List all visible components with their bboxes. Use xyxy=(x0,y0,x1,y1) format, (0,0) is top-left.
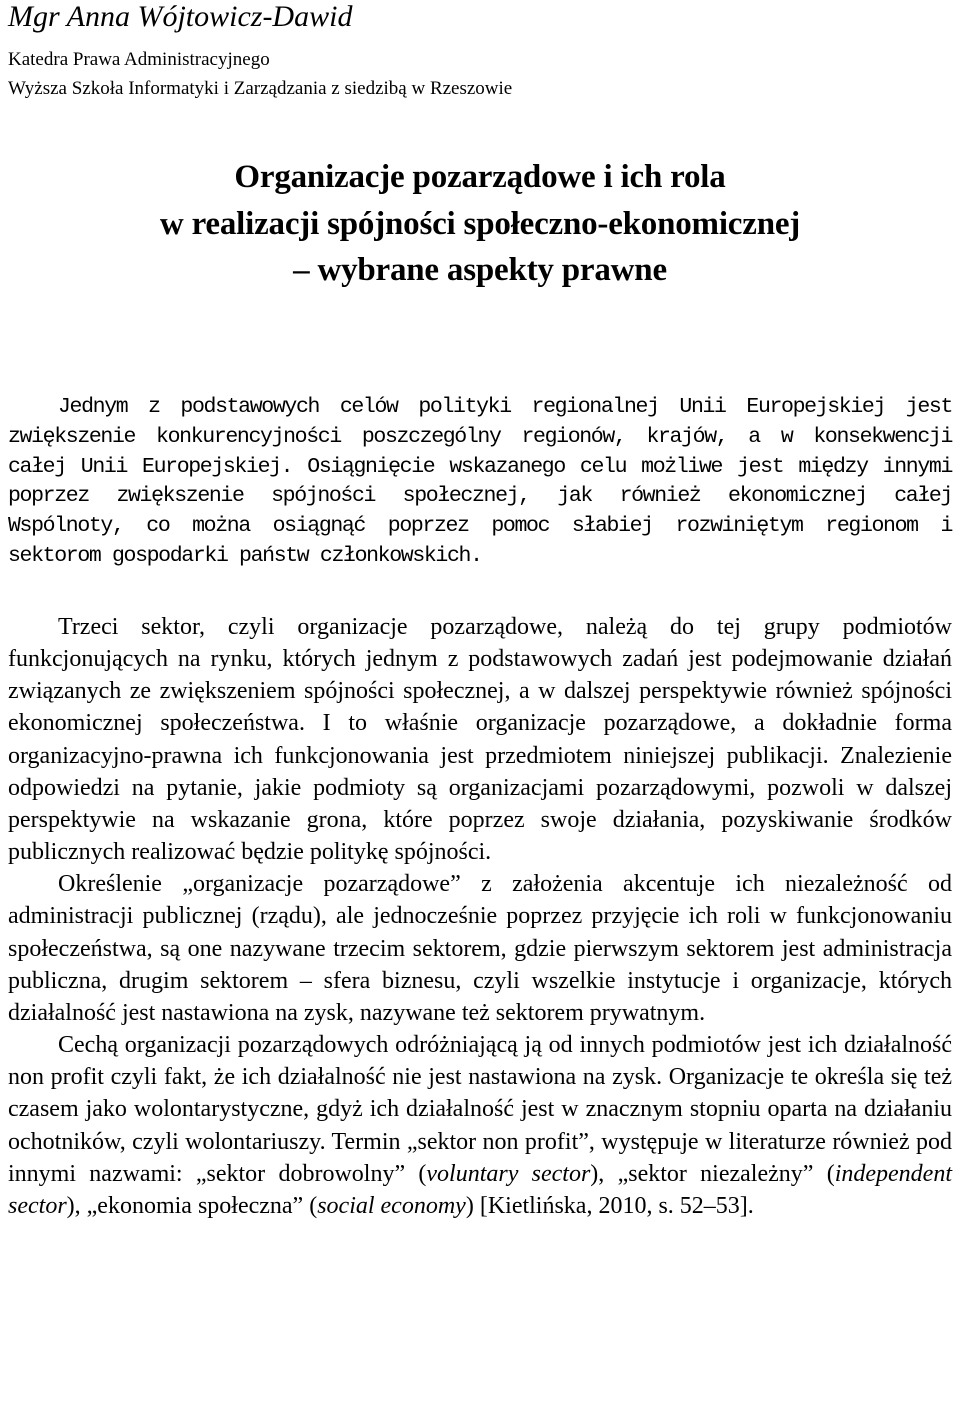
paragraph-3-text-2: ), „sektor niezależny” ( xyxy=(590,1160,835,1187)
author-name: Mgr Anna Wójtowicz-Dawid xyxy=(8,0,353,33)
paragraph-3-text-3: ), „ekonomia społeczna” ( xyxy=(66,1192,318,1219)
title-line-2: w realizacji spójności społeczno-ekonomicznej xyxy=(159,205,801,242)
title-line-1: Organizacje pozarządowe i ich rola xyxy=(234,159,726,195)
paragraph-2: Określenie „organizacje pozarządowe” z założenia akcentuje ich niezależność od administracji publicznej (rządu), ale jednocześnie poprzez przyjęcie ich roli w funkcjonowaniu społeczeństwa, są one nazywane trzecim sektorem, gdzie pierwszym sektorem jest administracja publiczna, drugim sektorem – sfera biznesu, czyli wszelkie instytucje i organizacje, których działalność jest nastawiona na zysk, nazywane też sektorem prywatnym. xyxy=(8,871,952,1026)
paper-title xyxy=(0,154,960,294)
title-line-3: – wybrane aspekty prawne xyxy=(293,252,667,288)
term-social-economy: social economy xyxy=(317,1192,466,1219)
body-text xyxy=(8,611,952,1222)
paragraph-1: Trzeci sektor, czyli organizacje pozarządowe, należą do tej grupy podmiotów funkcjonujących na rynku, których jednym z podstawowych zadań jest podejmowanie działań związanych ze zwiększeniem spójności społecznej, a w dalszej perspektywie również spójności ekonomicznej społeczeństwa. I to właśnie organizacje pozarządowe, a dokładnie forma organizacyjno-prawna ich funkcjonowania jest przedmiotem niniejszej publikacji. Znalezienie odpowiedzi na pytanie, jakie podmioty są organizacjami pozarządowymi, pozwoli w dalszej perspektywie na wskazanie grona, które poprzez swoje działania, pozyskiwanie środków publicznych realizować będzie politykę spójności. xyxy=(8,614,952,866)
term-voluntary-sector: voluntary sector xyxy=(426,1160,591,1187)
abstract-text: Jednym z podstawowych celów polityki regionalnej Unii Europejskiej jest zwiększenie konkurencyjności poszczególny regionów, krajów, a w konsekwencji całej Unii Europejskiej. Osiągnięcie wskazanego celu możliwe jest między innymi poprzez zwiększenie spójności społecznej, jak również ekonomicznej całej Wspólnoty, co można osiągnąć poprzez pomoc słabiej rozwiniętym regionom i sektorom gospodarki państw członkowskich. xyxy=(8,395,952,568)
paragraph-3-text-1: Cechą organizacji pozarządowych odróżniającą ją od innych podmiotów jest ich działalność non profit czyli fakt, że ich działalność nie jest nastawiona na zysk. Organizacje te określa się też czasem jako wolontarystyczne, gdyż ich działalność jest w znacznym stopniu oparta na działaniu ochotników, czyli wolontariuszy. Termin „sektor non profit”, występuje w literaturze również pod innymi nazwami: „sektor dobrowolny” ( xyxy=(8,1032,952,1187)
paragraph-3 xyxy=(8,1029,952,1222)
term-independent-sector: independent sector xyxy=(8,1160,952,1219)
affiliation-university: Wyższa Szkoła Informatyki i Zarządzania z siedzibą w Rzeszowie xyxy=(8,78,513,99)
abstract xyxy=(8,393,952,572)
affiliation-department: Katedra Prawa Administracyjnego xyxy=(8,49,270,70)
paragraph-3-text-4: ) [Kietlińska, 2010, s. 52–53]. xyxy=(465,1192,754,1219)
